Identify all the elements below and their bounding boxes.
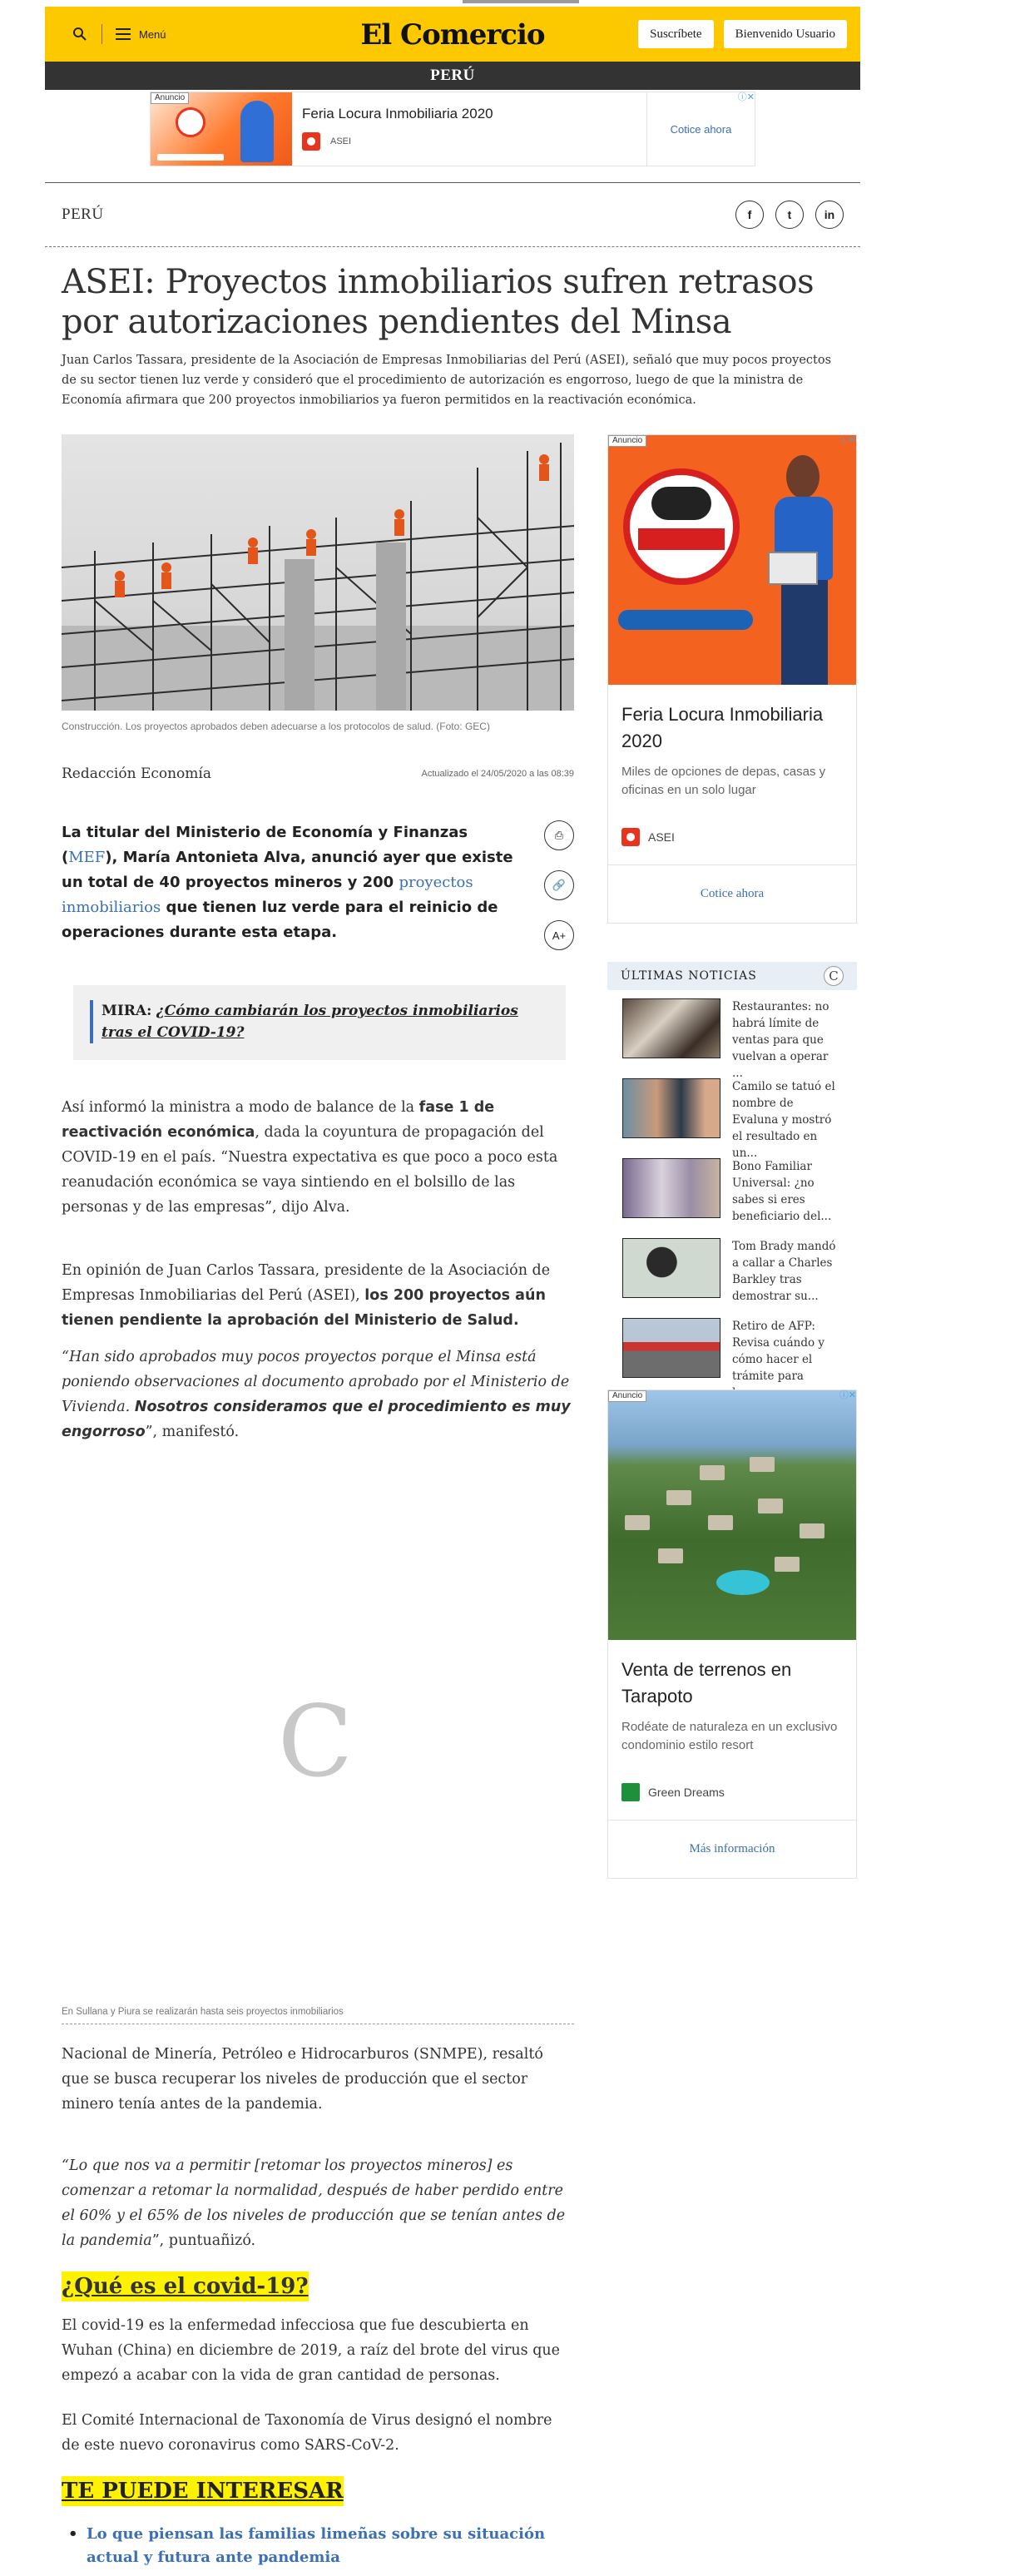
el-comercio-watermark-icon: [270, 1684, 361, 1799]
ad-close-icon[interactable]: ⓘ✕: [839, 435, 856, 445]
asei-logo-icon: [621, 828, 640, 846]
related-link[interactable]: • Lo que piensan las familias limeñas sobre su situación actual y futura ante pandemia: [62, 2523, 574, 2569]
proyectos-inmobiliarios-link[interactable]: proyectos inmobiliarios: [62, 874, 473, 916]
mef-link[interactable]: MEF: [68, 849, 106, 866]
hamburger-icon: [116, 28, 131, 40]
article-intro: La titular del Ministerio de Economía y Finanzas (MEF), María Antonieta Alva, anunció ayer que existe un total de 40 proyectos mineros y 200 proyectos inmobiliarios que tienen luz verde para el reinicio de operaciones durante esta etapa.: [62, 824, 513, 941]
paragraph-5: “Lo que nos va a permitir [retomar los proyectos mineros] es comenzar a retomar la normalidad, después de haber perdido entre el 60% y el 65% de los niveles de producción que se tenían antes de la pandemia”, puntuañizó.: [62, 2157, 566, 2249]
search-icon[interactable]: [70, 24, 90, 44]
twitter-icon[interactable]: t: [775, 201, 804, 229]
article-photo[interactable]: [62, 434, 574, 711]
paragraph-2: En opinión de Juan Carlos Tassara, presidente de la Asociación de Empresas Inmobiliarias del Perú (ASEI), los 200 proyectos aún tienen pendiente la aprobación del Ministerio de Salud.: [62, 1262, 551, 1329]
photo-caption: Construcción. Los proyectos aprobados deben adecuarse a los protocolos de salud. (Foto: GEC): [62, 721, 490, 732]
ad-close-icon[interactable]: ⓘ✕: [737, 92, 755, 102]
paragraph-6: El covid-19 es la enfermedad infecciosa que fue descubierta en Wuhan (China) en diciembre de 2019, a raíz del brote del virus que empezó a acabar con la vida de gran cantidad de personas.: [62, 2317, 561, 2384]
link-icon[interactable]: 🔗: [544, 870, 574, 900]
font-size-icon[interactable]: A+: [544, 920, 574, 950]
section-label[interactable]: PERÚ: [62, 206, 104, 223]
latest-news: [607, 962, 857, 1390]
side-ad-desc: Rodéate de naturaleza en un exclusivo condominio estilo resort: [621, 1720, 838, 1752]
section-bar[interactable]: PERÚ: [45, 62, 860, 90]
embed-caption: En Sullana y Piura se realizarán hasta seis proyectos inmobiliarios: [62, 2007, 574, 2024]
news-headline[interactable]: Retiro de AFP: Revisa cuándo y cómo hacer el trámite para: [732, 1320, 825, 1383]
site-header: [45, 7, 860, 62]
related-heading: TE PUEDE INTERESAR: [62, 2476, 344, 2506]
article-title: ASEI: Proyectos inmobiliarios sufren retrasos por autorizaciones pendientes del Minsa: [62, 263, 815, 341]
asei-logo-icon: [302, 132, 320, 151]
side-ad-title[interactable]: Venta de terrenos en Tarapoto: [621, 1659, 792, 1707]
side-ad-desc: Miles de opciones de depas, casas y oficinas en un solo lugar: [621, 765, 826, 797]
top-ad-brand: ASEI: [330, 136, 352, 146]
green-dreams-logo-icon: [621, 1783, 640, 1801]
side-ad-locura[interactable]: [607, 434, 857, 924]
page: [45, 7, 860, 2566]
side-ad-image: [608, 435, 856, 685]
news-thumbnail[interactable]: [622, 998, 720, 1058]
article-tools: [544, 820, 574, 950]
news-thumbnail[interactable]: [622, 1158, 720, 1218]
subscribe-button[interactable]: Suscríbete: [638, 20, 713, 48]
news-item[interactable]: [607, 990, 857, 1080]
side-ad-cta[interactable]: Cotice ahora: [608, 864, 856, 923]
news-thumbnail[interactable]: [622, 1238, 720, 1298]
side-ad-brand: ASEI: [648, 830, 675, 844]
ad-label: Anuncio: [608, 1390, 646, 1402]
section-row: [45, 183, 860, 246]
mira-link[interactable]: ¿Cómo cambiarán los proyectos inmobiliarios tras el COVID-19?: [102, 1003, 518, 1041]
news-item[interactable]: [607, 1230, 857, 1310]
paragraph-4: Nacional de Minería, Petróleo e Hidrocarburos (SNMPE), resaltó que se busca recuperar los niveles de producción que el sector minero tenía antes de la pandemia.: [62, 2046, 543, 2113]
print-icon[interactable]: ⎙: [544, 820, 574, 850]
mira-label: MIRA:: [102, 1003, 152, 1019]
top-banner-ad[interactable]: [150, 92, 755, 166]
news-thumbnail[interactable]: [622, 1318, 720, 1378]
ad-label: Anuncio: [151, 92, 189, 104]
news-headline[interactable]: Tom Brady mandó a callar a Charles Barkley tras demostrar su...: [732, 1240, 836, 1303]
news-headline[interactable]: Restaurantes: no habrá límite de ventas para que vuelvan a operar ...: [732, 1000, 829, 1080]
paragraph-7: El Comité Internacional de Taxonomía de Virus designó el nombre de este nuevo coronavirus como SARS-CoV-2.: [62, 2412, 552, 2454]
site-logo[interactable]: El Comercio: [360, 18, 545, 52]
author[interactable]: Redacción Economía: [62, 765, 211, 782]
paragraph-3: “Han sido aprobados muy pocos proyectos porque el Minsa está poniendo observaciones al documento aprobado por el Ministerio de Vivienda. Nosotros consideramos que el procedimiento es muy engorroso”, manifestó.: [62, 1349, 571, 1440]
side-ad-image: [608, 1390, 856, 1640]
latest-news-title: ÚLTIMAS NOTICIAS: [621, 969, 757, 983]
news-headline[interactable]: Camilo se tatuó el nombre de Evaluna y mostró el resultado en un...: [732, 1080, 835, 1160]
ad-label: Anuncio: [608, 435, 646, 447]
menu-label: Menú: [139, 27, 166, 41]
facebook-icon[interactable]: f: [735, 201, 764, 229]
top-ad-cta[interactable]: Cotice ahora: [646, 92, 755, 166]
browser-top-strip: [463, 0, 579, 3]
news-headline[interactable]: Bono Familiar Universal: ¿no sabes si eres beneficiario del...: [732, 1160, 832, 1223]
side-ad-cta[interactable]: Más información: [608, 1820, 856, 1878]
top-ad-title[interactable]: Feria Locura Inmobiliaria 2020: [302, 106, 493, 121]
social-share: [735, 201, 844, 229]
linkedin-icon[interactable]: in: [815, 201, 844, 229]
news-thumbnail[interactable]: [622, 1078, 720, 1138]
news-item[interactable]: [607, 1070, 857, 1160]
el-comercio-logo-icon: C: [824, 966, 844, 986]
side-ad-title[interactable]: Feria Locura Inmobiliaria 2020: [621, 704, 824, 751]
covid-heading: ¿Qué es el covid-19?: [62, 2271, 309, 2301]
news-item[interactable]: [607, 1310, 857, 1390]
news-item[interactable]: [607, 1150, 857, 1230]
menu-button[interactable]: [116, 28, 166, 41]
article-lead: Juan Carlos Tassara, presidente de la Asociación de Empresas Inmobiliarias del Perú (ASEI), señaló que muy pocos proyectos de su sector tienen luz verde y consideró que el procedimiento de autorización es engorroso, luego de que la ministra de Economía afirmara que 200 proyectos inmobiliarios ya fueron permitidos en la reactivación económica.: [62, 354, 832, 407]
article-body: [62, 434, 574, 2566]
mira-box: [73, 985, 566, 1060]
ad-close-icon[interactable]: ⓘ✕: [839, 1390, 856, 1400]
updated-date: Actualizado el 24/05/2020 a las 08:39: [421, 769, 574, 779]
user-button[interactable]: Bienvenido Usuario: [724, 20, 847, 48]
side-ad-brand: Green Dreams: [648, 1786, 725, 1799]
paragraph-1: Así informó la ministra a modo de balance de la fase 1 de reactivación económica, dada la coyuntura de propagación del COVID-19 en el país. “Nuestra expectativa es que poco a poco esta reanudación económica se vaya sintiendo en el bolsillo de las personas y de las empresas”, dijo Alva.: [62, 1099, 558, 1216]
sidebar: [607, 434, 857, 1879]
side-ad-tarapoto[interactable]: [607, 1390, 857, 1879]
embed-logo-text: C: [277, 1684, 354, 1799]
